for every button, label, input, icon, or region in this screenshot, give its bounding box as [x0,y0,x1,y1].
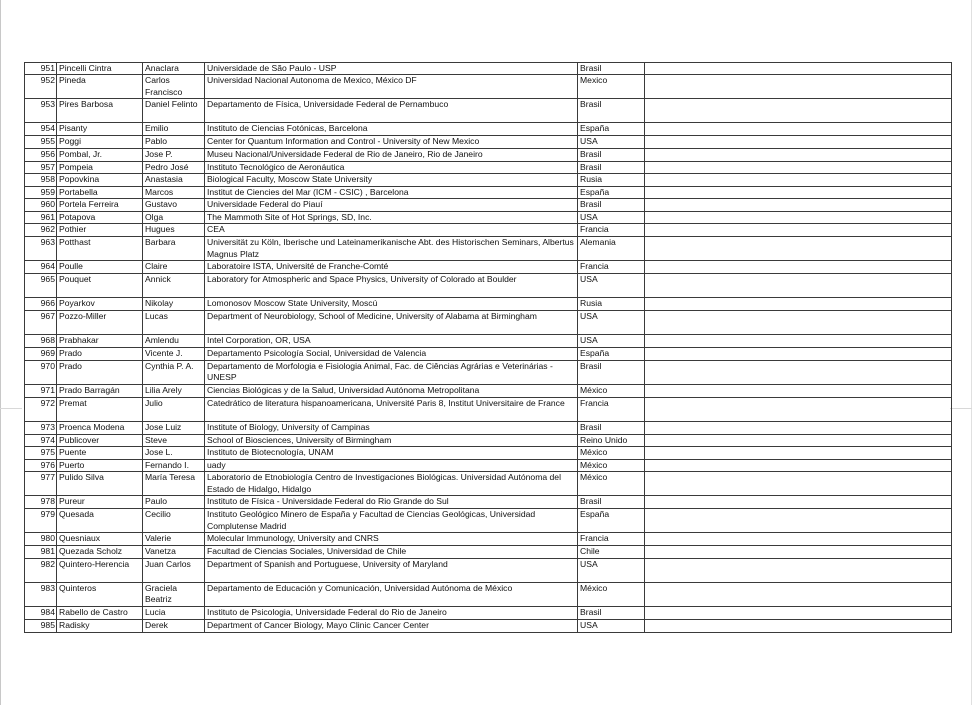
country-cell: Brasil [578,99,645,123]
given-name-cell: Claire [143,261,205,274]
surname-cell: Pires Barbosa [57,99,143,123]
surname-cell: Pompeia [57,161,143,173]
row-number: 982 [25,558,57,582]
page-left-edge [0,0,1,705]
given-name-cell: Gustavo [143,199,205,212]
surname-cell: Prabhakar [57,335,143,348]
table-row [25,186,952,198]
blank-cell [645,261,952,274]
blank-cell [645,533,952,546]
surname-cell: Potthast [57,237,143,261]
institution-cell: Ciencias Biológicas y de la Salud, Universidad Autónoma Metropolitana [205,384,578,397]
given-name-cell: Anaclara [143,63,205,75]
surname-cell: Pureur [57,496,143,509]
institution-cell: Instituto de Física - Universidade Federal do Rio Grande do Sul [205,496,578,509]
surname-cell: Quesniaux [57,533,143,546]
country-cell: USA [578,274,645,298]
table-row [25,261,952,274]
row-number: 952 [25,75,57,99]
row-number: 974 [25,434,57,446]
table-row [25,447,952,460]
country-cell: Francia [578,533,645,546]
surname-cell: Quinteros [57,582,143,606]
blank-cell [645,546,952,558]
blank-cell [645,75,952,99]
given-name-cell: Steve [143,434,205,446]
page-break-mark-left [0,408,22,409]
blank-cell [645,148,952,161]
surname-cell: Poulle [57,261,143,274]
surname-cell: Potapova [57,212,143,224]
participants-table-body [25,63,952,633]
row-number: 971 [25,384,57,397]
surname-cell: Premat [57,397,143,421]
table-row [25,199,952,212]
table-row [25,173,952,186]
surname-cell: Quezada Scholz [57,546,143,558]
row-number: 980 [25,533,57,546]
given-name-cell: Anastasia [143,173,205,186]
blank-cell [645,311,952,335]
country-cell: USA [578,311,645,335]
blank-cell [645,161,952,173]
surname-cell: Puente [57,447,143,460]
given-name-cell: Pablo [143,136,205,148]
table-row [25,533,952,546]
given-name-cell: Valerie [143,533,205,546]
blank-cell [645,123,952,136]
surname-cell: Pisanty [57,123,143,136]
row-number: 960 [25,199,57,212]
row-number: 959 [25,186,57,198]
surname-cell: Pozzo-Miller [57,311,143,335]
table-row [25,472,952,496]
institution-cell: Center for Quantum Information and Control - University of New Mexico [205,136,578,148]
row-number: 965 [25,274,57,298]
blank-cell [645,509,952,533]
given-name-cell: Lucia [143,606,205,619]
row-number: 981 [25,546,57,558]
participants-table [24,62,952,633]
institution-cell: Departamento de Morfologia e Fisiologia Animal, Fac. de Ciências Agrárias e Veterinárias - UNESP [205,360,578,384]
given-name-cell: Nikolay [143,298,205,311]
country-cell: España [578,186,645,198]
blank-cell [645,460,952,472]
blank-cell [645,619,952,632]
country-cell: Rusia [578,298,645,311]
row-number: 953 [25,99,57,123]
table-row [25,384,952,397]
given-name-cell: Amlendu [143,335,205,348]
row-number: 951 [25,63,57,75]
country-cell: España [578,348,645,360]
country-cell: USA [578,558,645,582]
country-cell: México [578,472,645,496]
surname-cell: Pothier [57,224,143,237]
country-cell: España [578,123,645,136]
institution-cell: Instituto de Ciencias Fotónicas, Barcelona [205,123,578,136]
blank-cell [645,173,952,186]
country-cell: Francia [578,224,645,237]
table-row [25,123,952,136]
given-name-cell: Pedro José [143,161,205,173]
institution-cell: Department of Cancer Biology, Mayo Clinic Cancer Center [205,619,578,632]
given-name-cell: Daniel Felinto [143,99,205,123]
institution-cell: The Mammoth Site of Hot Springs, SD, Inc. [205,212,578,224]
row-number: 963 [25,237,57,261]
blank-cell [645,582,952,606]
given-name-cell: Vicente J. [143,348,205,360]
row-number: 985 [25,619,57,632]
country-cell: México [578,384,645,397]
institution-cell: Laboratoire ISTA, Université de Franche-Comté [205,261,578,274]
row-number: 966 [25,298,57,311]
surname-cell: Pineda [57,75,143,99]
country-cell: Brasil [578,199,645,212]
table-row [25,298,952,311]
surname-cell: Prado [57,348,143,360]
row-number: 969 [25,348,57,360]
table-row [25,460,952,472]
surname-cell: Poggi [57,136,143,148]
surname-cell: Radisky [57,619,143,632]
country-cell: USA [578,335,645,348]
country-cell: Francia [578,261,645,274]
institution-cell: Instituto de Psicologia, Universidade Federal do Rio de Janeiro [205,606,578,619]
table-row [25,421,952,434]
given-name-cell: Derek [143,619,205,632]
surname-cell: Pincelli Cintra [57,63,143,75]
row-number: 977 [25,472,57,496]
row-number: 967 [25,311,57,335]
country-cell: México [578,447,645,460]
row-number: 956 [25,148,57,161]
row-number: 984 [25,606,57,619]
country-cell: Reino Unido [578,434,645,446]
given-name-cell: Jose P. [143,148,205,161]
country-cell: USA [578,619,645,632]
given-name-cell: Marcos [143,186,205,198]
institution-cell: Institute of Biology, University of Campinas [205,421,578,434]
table-row [25,148,952,161]
institution-cell: uady [205,460,578,472]
institution-cell: Intel Corporation, OR, USA [205,335,578,348]
row-number: 955 [25,136,57,148]
table-row [25,63,952,75]
blank-cell [645,274,952,298]
row-number: 958 [25,173,57,186]
institution-cell: Departamento Psicología Social, Universidad de Valencia [205,348,578,360]
blank-cell [645,384,952,397]
institution-cell: Catedrático de literatura hispanoamericana, Université Paris 8, Institut Universitaire de France [205,397,578,421]
country-cell: Rusia [578,173,645,186]
blank-cell [645,397,952,421]
table-row [25,212,952,224]
given-name-cell: Carlos Francisco [143,75,205,99]
institution-cell: Laboratorio de Etnobiología Centro de Investigaciones Biológicas. Universidad Autónoma del Estado de Hidalgo, Hidalgo [205,472,578,496]
institution-cell: Biological Faculty, Moscow State University [205,173,578,186]
blank-cell [645,199,952,212]
institution-cell: CEA [205,224,578,237]
surname-cell: Rabello de Castro [57,606,143,619]
institution-cell: Facultad de Ciencias Sociales, Universidad de Chile [205,546,578,558]
given-name-cell: Jose L. [143,447,205,460]
row-number: 976 [25,460,57,472]
given-name-cell: María Teresa [143,472,205,496]
blank-cell [645,186,952,198]
given-name-cell: Fernando I. [143,460,205,472]
given-name-cell: Cecilio [143,509,205,533]
table-row [25,99,952,123]
row-number: 983 [25,582,57,606]
country-cell: Chile [578,546,645,558]
blank-cell [645,298,952,311]
blank-cell [645,99,952,123]
table-row [25,224,952,237]
surname-cell: Pombal, Jr. [57,148,143,161]
country-cell: Brasil [578,360,645,384]
row-number: 978 [25,496,57,509]
institution-cell: Institut de Ciencies del Mar (ICM - CSIC) , Barcelona [205,186,578,198]
given-name-cell: Barbara [143,237,205,261]
row-number: 979 [25,509,57,533]
table-row [25,237,952,261]
institution-cell: Department of Spanish and Portuguese, University of Maryland [205,558,578,582]
table-row [25,335,952,348]
surname-cell: Quintero-Herencia [57,558,143,582]
given-name-cell: Paulo [143,496,205,509]
table-row [25,546,952,558]
table-row [25,509,952,533]
table-row [25,619,952,632]
blank-cell [645,606,952,619]
institution-cell: Lomonosov Moscow State University, Moscú [205,298,578,311]
surname-cell: Puerto [57,460,143,472]
country-cell: Alemania [578,237,645,261]
surname-cell: Quesada [57,509,143,533]
table-row [25,496,952,509]
blank-cell [645,63,952,75]
country-cell: México [578,582,645,606]
institution-cell: Laboratory for Atmospheric and Space Physics, University of Colorado at Boulder [205,274,578,298]
table-row [25,136,952,148]
blank-cell [645,237,952,261]
table-row [25,558,952,582]
table-row [25,348,952,360]
institution-cell: Universidad Nacional Autonoma de Mexico, México DF [205,75,578,99]
given-name-cell: Julio [143,397,205,421]
institution-cell: Instituto Tecnológico de Aeronáutica [205,161,578,173]
surname-cell: Portabella [57,186,143,198]
institution-cell: Department of Neurobiology, School of Medicine, University of Alabama at Birmingham [205,311,578,335]
table-row [25,360,952,384]
given-name-cell: Juan Carlos [143,558,205,582]
given-name-cell: Vanetza [143,546,205,558]
country-cell: USA [578,212,645,224]
surname-cell: Pouquet [57,274,143,298]
blank-cell [645,496,952,509]
country-cell: Mexico [578,75,645,99]
row-number: 975 [25,447,57,460]
surname-cell: Prado Barragán [57,384,143,397]
surname-cell: Publicover [57,434,143,446]
country-cell: Brasil [578,161,645,173]
institution-cell: Molecular Immunology, University and CNRS [205,533,578,546]
row-number: 957 [25,161,57,173]
row-number: 973 [25,421,57,434]
surname-cell: Pulido Silva [57,472,143,496]
blank-cell [645,447,952,460]
institution-cell: Universität zu Köln, Iberische und Lateinamerikanische Abt. des Historischen Seminars, Albertus Magnus Platz [205,237,578,261]
table-row [25,161,952,173]
surname-cell: Popovkina [57,173,143,186]
country-cell: Brasil [578,63,645,75]
surname-cell: Portela Ferreira [57,199,143,212]
given-name-cell: Emilio [143,123,205,136]
table-row [25,582,952,606]
given-name-cell: Lilia Arely [143,384,205,397]
table-row [25,311,952,335]
table-row [25,75,952,99]
row-number: 961 [25,212,57,224]
row-number: 970 [25,360,57,384]
row-number: 964 [25,261,57,274]
institution-cell: Instituto Geológico Minero de España y Facultad de Ciencias Geológicas, Universidad Complutense Madrid [205,509,578,533]
table-row [25,274,952,298]
blank-cell [645,558,952,582]
institution-cell: School of Biosciences, University of Birmingham [205,434,578,446]
given-name-cell: Lucas [143,311,205,335]
table-row [25,606,952,619]
table-row [25,397,952,421]
given-name-cell: Annick [143,274,205,298]
blank-cell [645,136,952,148]
surname-cell: Poyarkov [57,298,143,311]
institution-cell: Instituto de Biotecnología, UNAM [205,447,578,460]
given-name-cell: Jose Luiz [143,421,205,434]
surname-cell: Proenca Modena [57,421,143,434]
country-cell: Brasil [578,421,645,434]
row-number: 972 [25,397,57,421]
row-number: 962 [25,224,57,237]
institution-cell: Universidade Federal do Piauí [205,199,578,212]
institution-cell: Universidade de São Paulo - USP [205,63,578,75]
blank-cell [645,360,952,384]
institution-cell: Museu Nacional/Universidade Federal de Rio de Janeiro, Rio de Janeiro [205,148,578,161]
row-number: 968 [25,335,57,348]
surname-cell: Prado [57,360,143,384]
country-cell: España [578,509,645,533]
blank-cell [645,434,952,446]
given-name-cell: Graciela Beatriz [143,582,205,606]
blank-cell [645,335,952,348]
country-cell: Brasil [578,496,645,509]
country-cell: México [578,460,645,472]
given-name-cell: Olga [143,212,205,224]
given-name-cell: Cynthia P. A. [143,360,205,384]
blank-cell [645,348,952,360]
blank-cell [645,212,952,224]
row-number: 954 [25,123,57,136]
institution-cell: Departamento de Física, Universidade Federal de Pernambuco [205,99,578,123]
country-cell: Brasil [578,148,645,161]
institution-cell: Departamento de Educación y Comunicación, Universidad Autónoma de México [205,582,578,606]
table-row [25,434,952,446]
blank-cell [645,472,952,496]
given-name-cell: Hugues [143,224,205,237]
country-cell: Francia [578,397,645,421]
country-cell: USA [578,136,645,148]
country-cell: Brasil [578,606,645,619]
blank-cell [645,421,952,434]
blank-cell [645,224,952,237]
page-break-mark-right [950,408,972,409]
